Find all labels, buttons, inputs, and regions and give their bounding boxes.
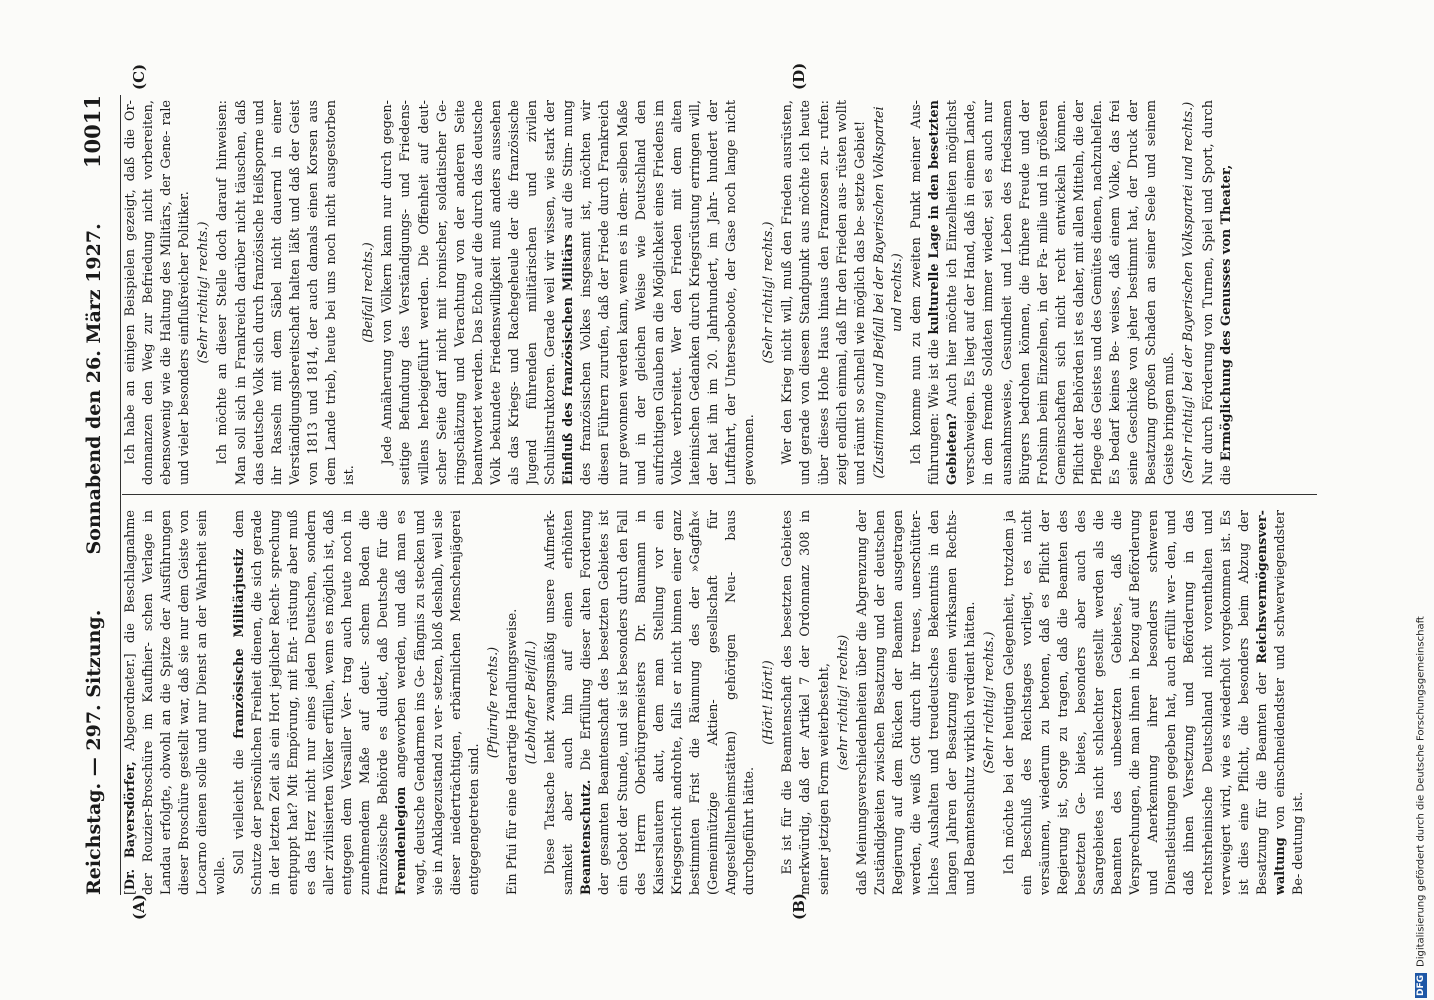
left-paragraph-3: (Pfuirufe rechts.)	[485, 646, 501, 759]
header-session: Reichstag. — 297. Sitzung.	[83, 609, 105, 895]
right-paragraph-10: (Sehr richtig! bei der Bayerischen Volkspartei und rechts.)	[1181, 101, 1197, 484]
right-paragraph-2: (Sehr richtig! rechts.)	[196, 221, 212, 364]
margin-letter-d: (D)	[790, 62, 808, 90]
left-paragraph-10: daß Meinungsverschiedenheiten über die Abgrenzung der Zuständigkeiten zwischen Besatzung und der deutschen Regierung auf dem Rücken der Beamten ausgetragen werden, die weiß Gott durch ihr treues, unerschütter- liches Aushalten und treudeutsches Bekenntnis in den langen Jahren der Besatzung einen wirksamen Rechts- und Beamtenschutz wirklich verdient hätten.	[854, 510, 979, 895]
left-paragraph-4: Ein Pfui für eine derartige Handlungsweise.	[504, 608, 520, 895]
header-date: Sonnabend den 26. März 1927.	[83, 223, 105, 555]
dfg-logo: DFG	[1416, 974, 1426, 996]
left-paragraph-12: Ich möchte bei der heutigen Gelegenheit, trotzdem ja ein Beschluß des Reichstages vorliegt, es nicht versäumen, wiederum zu betonen, daß es Pflicht der Regierung ist, Sorge zu tragen, daß die Beamten des besetzten Ge- bietes, besonders aber auch des Saargebietes nicht schlechter gestellt werden als die Beamten des unbesetzten Gebietes, daß die Versprechungen, die man ihnen in bezug auf Beförderung und Anerkennung ihrer besonders schweren Dienstleistungen gegeben hat, auch erfüllt wer- den, und daß ihnen Versetzung und Beförderung in das rechtsrheinische Deutschland nicht vorenthalten und verweigert wird, wie es wiederholt vorgekommen ist. Es ist dies eine Pflicht, die besonders beim Abzug der Besatzung für die Beamten der Reichsvermögensver- waltung von einschneidendster und schwerwiegendster Be- deutung ist.	[1001, 510, 1306, 895]
margin-letter-a: (A)	[130, 894, 148, 920]
margin-letter-c: (C)	[130, 63, 148, 90]
right-text-column	[122, 100, 1312, 485]
right-paragraph-3: Ich möchte an dieser Stelle doch darauf hinweisen: Man soll sich in Frankreich darüber nicht täuschen, daß das deutsche Volk sich durch französische Heißsporne und ihr Rasseln mit dem Säbel nicht dauernd in einer Verständigungsbereitschaft halten läßt und daß der Geist von 1813 und 1814, der auch damals einen Korsen aus dem Lande trieb, heute bei uns noch nicht ausgestorben ist.	[215, 100, 358, 485]
left-paragraph-9: (sehr richtig! rechts)	[835, 634, 851, 771]
right-paragraph-7: Wer den Krieg nicht will, muß den Frieden ausrüsten, und gerade von diesem Standpunkt aus möchte ich heute über dieses Hohe Haus hinaus den Franzosen zu- rufen: zeigt endlich einmal, daß Ihr den Frieden aus- rüsten wollt und räumt so schnell wie möglich das be- setzte Gebiet!	[780, 100, 868, 485]
right-paragraph-1: Ich habe an einigen Beispielen gezeigt, daß die Or- donnanzen den Weg zur Befriedung nicht vorbereiten, ebensowenig wie die Haltung des Militärs, der Gene- rale und vieler besonders einflußreicher Politiker.	[123, 100, 193, 485]
running-header	[80, 95, 121, 895]
left-paragraph-7: (Hört! Hört!)	[761, 660, 777, 745]
digitization-text: Digitalisierung gefördert durch die Deutsche Forschungsgemeinschaft	[1415, 616, 1427, 967]
margin-letter-b: (B)	[790, 893, 808, 920]
column-divider	[122, 494, 1317, 495]
right-paragraph-5: Jede Annäherung von Völkern kann nur durch gegen- seitige Befundung des Verständigungs- und Friedens- willens herbeigeführt werden. Die Offenheit auf deut- scher Seite darf nicht mit ironischer, soldatischer Ge- ringschätzung und Verachtung von der anderen Seite beantwortet werden. Das Echo auf die durch das deutsche Volk bekundete Friedenswilligkeit muß anders aussehen als das Kriegs- und Rachegeheule der die französische Jugend führenden militärischen und zivilen Schulinstruktoren. Gerade weil wir wissen, wie stark der Einfluß des französischen Militärs auf die Stim- mung des französischen Volkes insgesamt ist, möchten wir diesen Führern zurufen, daß der Friede durch Frankreich nur gewonnen werden kann, wenn es in dem- selben Maße und in der gleichen Weise wie Deutschland den aufrichtigen Glauben an die Möglichkeit eines Friedens im Volke verbreitet. Wer den Frieden mit dem alten lateinischen Gedanken durch Kriegsrüstung erringen will, der hat ihn im 20. Jahrhundert, im Jahr- hundert der Luftfahrt, der Unterseeboote, der Gase noch lange nicht gewonnen.	[380, 100, 758, 485]
right-paragraph-11: Nur durch Förderung von Turnen, Spiel und Sport, durch die Ermöglichung des Genusses von Theater,	[1200, 100, 1234, 485]
left-paragraph-1: [Dr. Bayersdörfer, Abgeordneter.] die Beschlagnahme der Rouzier-Broschüre im Kaufhier- schen Verlage in Landau erfolgte, obwohl an die Spitze der Ausführungen dieser Broschüre gestellt war, daß sie nur dem Geiste von Locarno dienen solle und nur Dienst an der Wahrheit sein wolle.	[123, 510, 229, 895]
left-paragraph-8: Es ist für die Beamtenschaft des besetzten Gebietes merkwürdig, daß der Artikel 7 der Ordonnanz 308 in seiner jetzigen Form weiterbesteht,	[780, 510, 832, 895]
right-paragraph-9: Ich komme nun zu dem zweiten Punkt meiner Aus- führungen: Wie ist die kulturelle Lage in den besetzten Gebieten? Auch hier möchte ich Einzelheiten möglichst verschweigen. Es liegt auf der Hand, daß in einem Lande, in dem fremde Soldaten immer wieder, sei es auch nur ausnahmsweise, Gesundheit und Leben des friedsamen Bürgers bedrohen können, die frühere Freude und der Frohsinn beim Einzelnen, in der Fa- milie und in größeren Gemeinschaften sich nicht recht entwickeln können. Pflicht der Behörden ist es daher, mit allen Mitteln, die der Pflege des Geistes und des Gemütes dienen, nachzuhelfen. Es bedarf keines Be- weises, daß einem Volke, das frei seine Geschicke von jeher bestimmt hat, der Druck der Besatzung großen Schaden an seiner Seele und seinem Geiste bringen muß.	[909, 100, 1178, 485]
right-paragraph-4: (Beifall rechts.)	[361, 242, 377, 343]
left-paragraph-6: Diese Tatsache lenkt zwangsmäßig unsere Aufmerk- samkeit aber auch hin auf einen erhöhten Beamtenschutz. Die Erfüllung dieser alten Forderung der gesamten Beamtenschaft des besetzten Gebietes ist ein Gebot der Stunde, und sie ist besonders durch den Fall des Herrn Oberbürgermeisters Dr. Baumann in Kaiserslautern akut, dem man Stellung vor ein Kriegsgericht androhte, falls er nicht binnen einer ganz bestimmten Frist die Räumung des der »Gagfah« (Gemeinnützige Aktien- gesellschaft für Angestelltenheimstätten) gehörigen Neu- baus durchgeführt hätte.	[543, 510, 758, 895]
left-paragraph-11: (Sehr richtig! rechts.)	[982, 631, 998, 774]
right-paragraph-6: (Sehr richtig! rechts.)	[761, 221, 777, 364]
left-text-column	[122, 510, 1322, 895]
left-paragraph-2: Soll vielleicht die französische Militärjustiz dem Schutze der persönlichen Freiheit dienen, die sich gerade in der letzten Zeit als ein Hort jeglicher Recht- sprechung entpuppt hat? Mit Empörung, mit Ent- rüstung aber muß es das Herz nicht nur eines jeden Deutschen, sondern aller zivilisierten Völker erfüllen, wenn es möglich ist, daß entgegen dem Versailler Ver- trag auch heute noch in zunehmendem Maße auf deut- schem Boden die französische Behörde es duldet, daß Deutsche für die Fremdenlegion angeworben werden, und daß man es wagt, deutsche Gendarmen ins Ge- fängnis zu stecken und sie in Anklagezustand zu ver- setzen, bloß deshalb, weil sie dieser niederträchtigen, erbärmlichen Menschenjägerei entgegengetreten sind.	[231, 510, 482, 895]
page-number: 10011	[80, 95, 105, 169]
digitization-note	[1412, 8, 1430, 998]
right-paragraph-8: (Zustimmung und Beifall bei der Bayerischen Volkspartei und rechts.)	[871, 106, 905, 479]
left-paragraph-5: (Lebhafter Beifall.)	[524, 640, 540, 765]
